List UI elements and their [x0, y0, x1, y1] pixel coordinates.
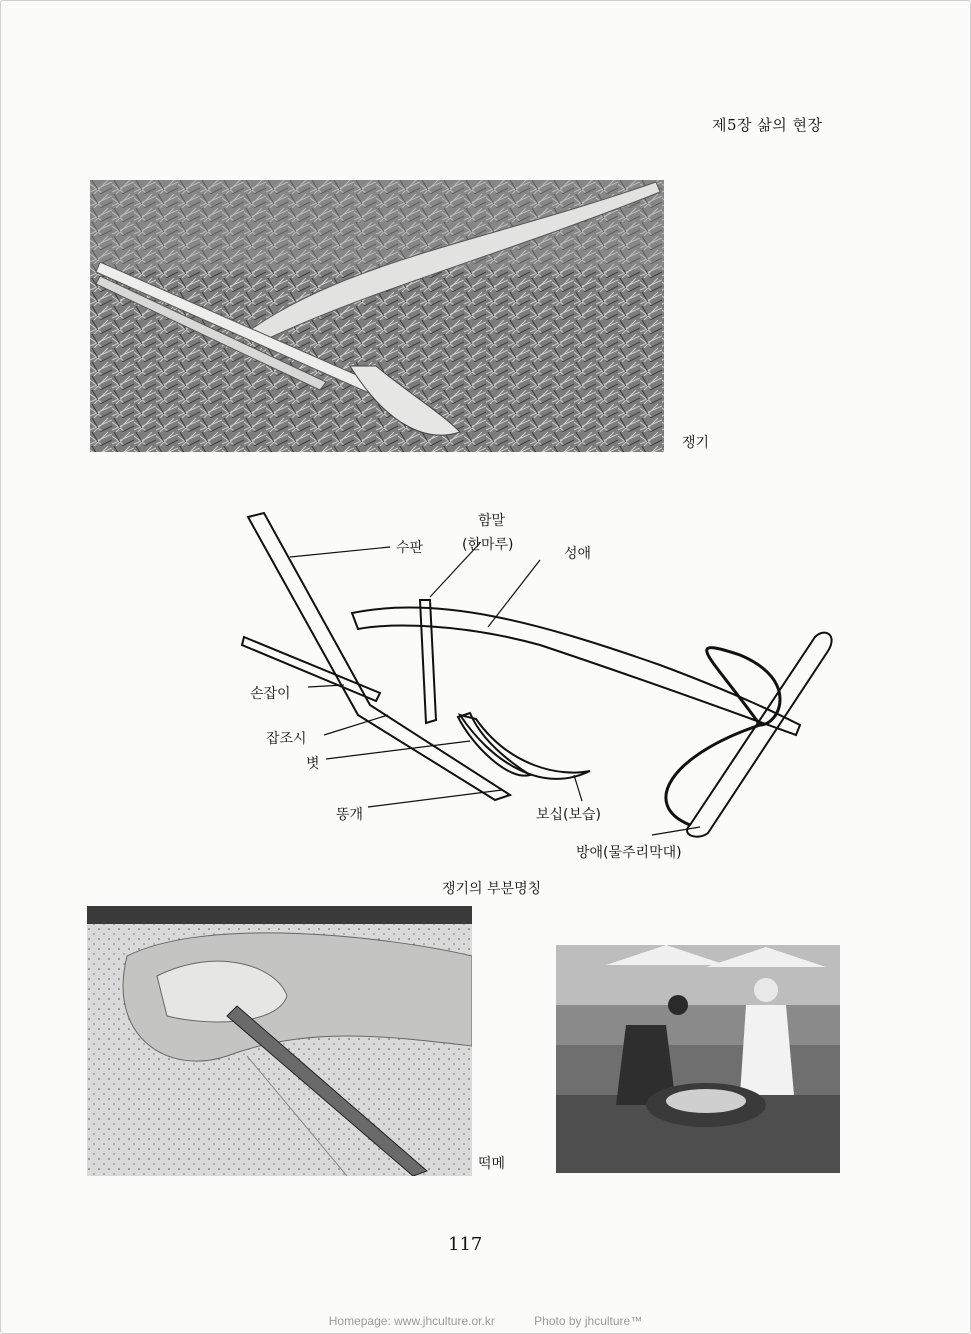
- label-hammal: 함말: [478, 513, 506, 529]
- plow-photo-caption: 쟁기: [682, 435, 710, 451]
- label-beot: 볏: [306, 756, 320, 772]
- plow-photo: [90, 180, 664, 452]
- page-number: 117: [448, 1234, 483, 1255]
- pounding-photo: [556, 945, 840, 1173]
- footer: [0, 1314, 971, 1328]
- label-sonjabi: 손잡이: [250, 686, 291, 702]
- label-supan: 수판: [396, 540, 424, 556]
- footer-homepage: Homepage: www.jhculture.or.kr: [328, 1314, 495, 1328]
- label-ttonggae: 똥개: [336, 807, 364, 823]
- footer-photo-credit: Photo by jhculture™: [534, 1314, 643, 1328]
- mallet-photo: [87, 906, 472, 1176]
- label-bosip: 보십(보습): [536, 807, 602, 823]
- chapter-heading: 제5장 삶의 현장: [712, 116, 823, 134]
- plow-diagram: [240, 505, 850, 874]
- plow-diagram-title: 쟁기의 부분명칭: [442, 881, 542, 897]
- label-hammal-alt: (한마루): [462, 537, 514, 553]
- label-bangae: 방애(물주리막대): [576, 845, 682, 861]
- label-japjosi: 잡조시: [266, 731, 307, 747]
- mallet-photo-caption: 떡메: [478, 1156, 506, 1172]
- label-seongae: 성애: [564, 546, 592, 562]
